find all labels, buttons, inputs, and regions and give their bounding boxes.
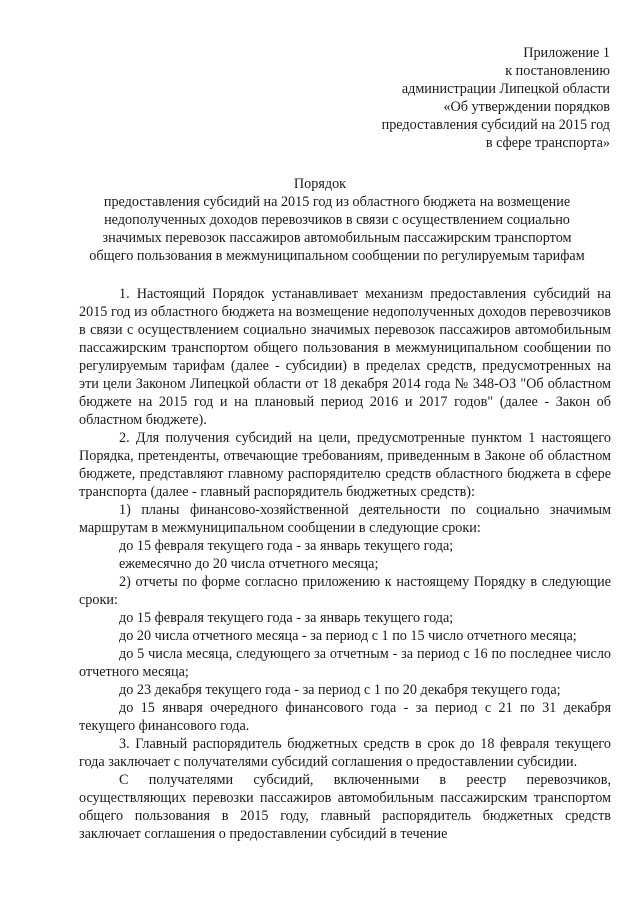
paragraph-deadline: до 15 января очередного финансового года - за период с 21 по 31 декабря текущего финансового года.	[79, 700, 611, 734]
paragraph-3: 3. Главный распорядитель бюджетных средств в срок до 18 февраля текущего года заключает с получателями субсидий соглашения о предоставлении субсидии.	[79, 736, 611, 770]
paragraph-plans: 1) планы финансово-хозяйственной деятельности по социально значимым маршрутам в межмуниципальном сообщении в следующие сроки:	[79, 502, 611, 536]
document-title: Порядок	[293, 176, 347, 192]
subtitle-line: предоставления субсидий на 2015 год из областного бюджета на возмещение	[103, 194, 571, 210]
appendix-header	[382, 44, 610, 152]
paragraph-deadline: ежемесячно до 20 числа отчетного месяца;	[119, 556, 379, 572]
paragraph-2: 2. Для получения субсидий на цели, предусмотренные пунктом 1 настоящего Порядка, претенденты, отвечающие требованиям, приведенным в Законе об областном бюджете, представляют главному распорядителю средств областного бюджета в сфере транспорта (далее - главный распорядитель бюджетных средств):	[79, 430, 611, 500]
appendix-line: к постановлению	[505, 63, 610, 79]
paragraph-agreements: С получателями субсидий, включенными в реестр перевозчиков, осуществляющих перевозки пассажиров автомобильным пассажирским транспортом общего пользования в 2015 году, главный распорядитель бюджетных средств заключает соглашения о предоставлении субсидий в течение	[79, 772, 611, 842]
appendix-line: предоставления субсидий на 2015 год	[381, 117, 610, 133]
paragraph-deadline: до 5 числа месяца, следующего за отчетным - за период с 16 по последнее число отчетного месяца;	[79, 646, 611, 680]
appendix-line: Приложение 1	[523, 45, 610, 61]
appendix-line: администрации Липецкой области	[401, 81, 610, 97]
subtitle-line: значимых перевозок пассажиров автомобильным пассажирским транспортом	[102, 230, 572, 246]
appendix-line: в сфере транспорта»	[485, 135, 610, 151]
document-body	[79, 285, 611, 843]
appendix-line: «Об утверждении порядков	[443, 99, 610, 115]
paragraph-deadline: до 15 февраля текущего года - за январь текущего года;	[119, 610, 454, 626]
subtitle-line: недополученных доходов перевозчиков в связи с осуществлением социально	[104, 212, 570, 228]
paragraph-deadline: до 20 числа отчетного месяца - за период с 1 по 15 число отчетного месяца;	[119, 628, 577, 644]
document-subtitle	[64, 193, 610, 265]
paragraph-1: 1. Настоящий Порядок устанавливает механизм предоставления субсидий на 2015 год из областного бюджета на возмещение недополученных доходов перевозчиков в связи с осуществлением социально значимых перевозок пассажиров автомобильным пассажирским транспортом общего пользования в межмуниципальном сообщении по регулируемым тарифам (далее - субсидии) в пределах средств, предусмотренных на эти цели Законом Липецкой области от 18 декабря 2014 года № 348-ОЗ "Об областном бюджете на 2015 год и на плановый период 2016 и 2017 годов" (далее - Закон об областном бюджете).	[79, 286, 611, 428]
paragraph-reports: 2) отчеты по форме согласно приложению к настоящему Порядку в следующие сроки:	[79, 574, 611, 608]
subtitle-line: общего пользования в межмуниципальном сообщении по регулируемым тарифам	[89, 248, 585, 264]
paragraph-deadline: до 23 декабря текущего года - за период с 1 по 20 декабря текущего года;	[119, 682, 561, 698]
paragraph-deadline: до 15 февраля текущего года - за январь текущего года;	[119, 538, 454, 554]
